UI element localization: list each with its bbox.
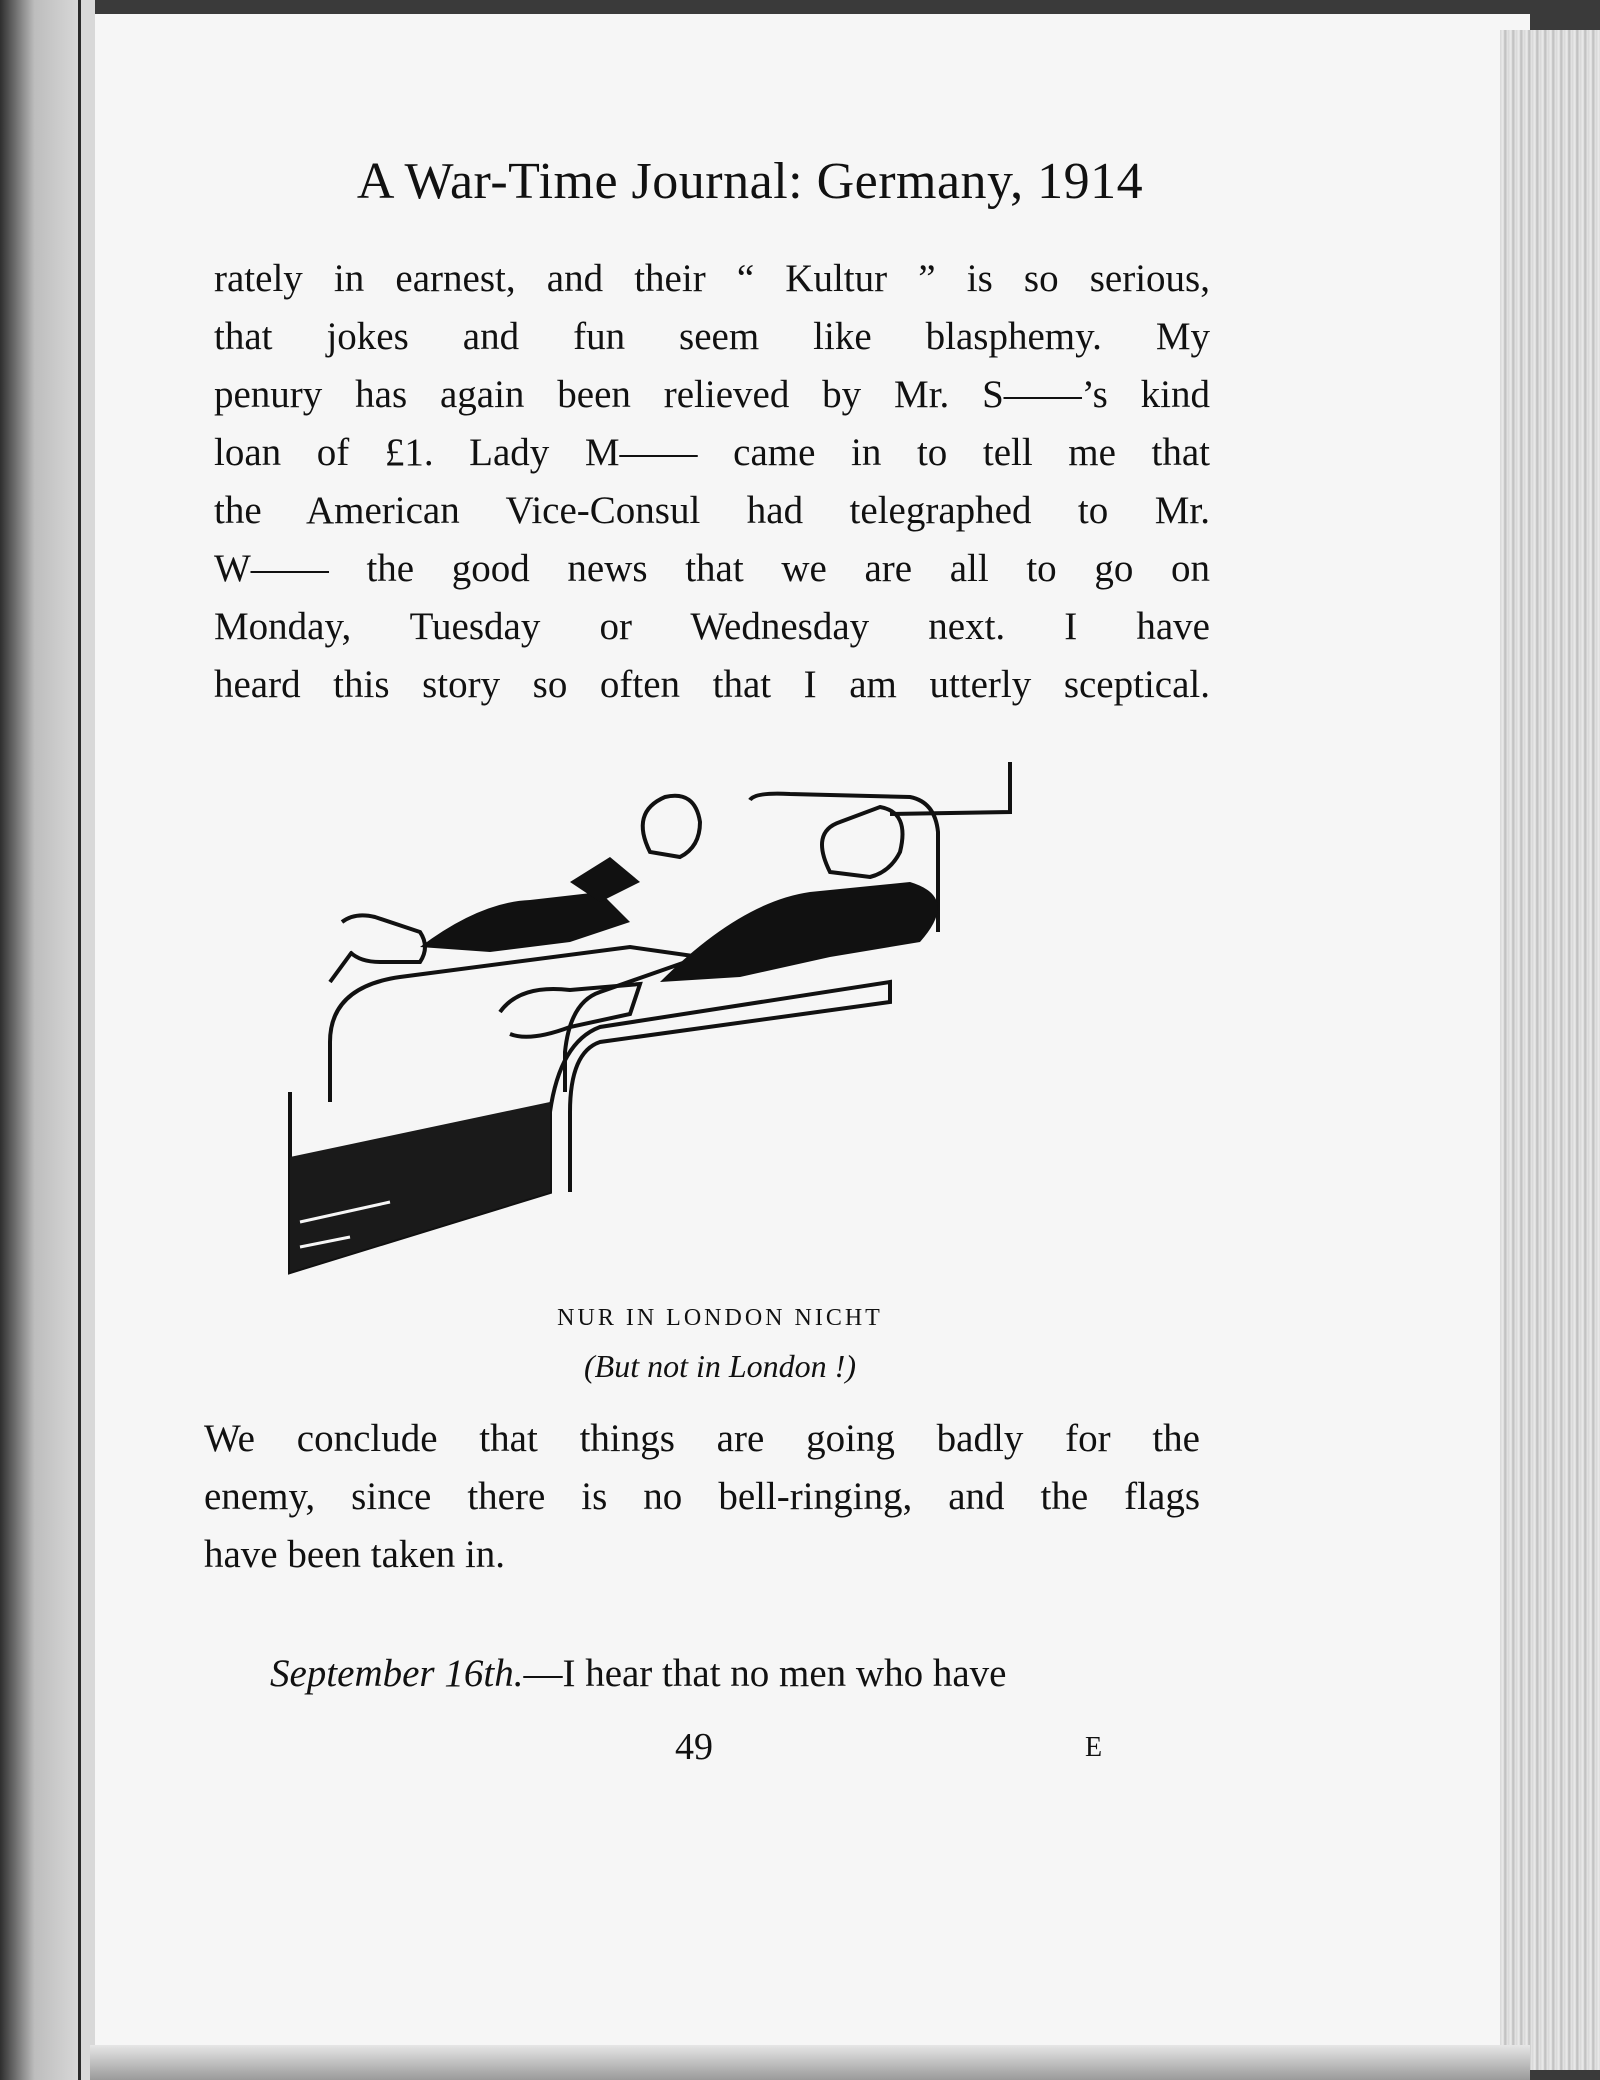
entry-line [270,1645,1200,1703]
figure-right-jacket [660,882,938,982]
page-number: 49 [675,1726,713,1768]
text-line: loan of £1. Lady M—— came in to tell me that [214,431,1210,474]
text-line: that jokes and fun seem like blasphemy. My [214,315,1210,358]
diary-entry [270,1645,1200,1703]
figure-right-head [822,807,903,877]
figure-hands [500,984,640,1037]
text-line: rately in earnest, and their “ Kultur ” is so serious, [214,257,1210,300]
paragraph-1 [214,250,1210,714]
text-line: have been taken in. [204,1533,506,1576]
page-bottom-edge [90,2045,1530,2080]
book-gutter [78,0,95,2080]
cartoon-illustration [270,752,1130,1292]
text-line: enemy, since there is no bell-ringing, and the flags [204,1475,1200,1518]
entry-date: September 16th. [270,1652,524,1695]
page-edges [1500,30,1600,2070]
caption-translation: (But not in London !) [584,1348,856,1384]
running-head: A War-Time Journal: Germany, 1914 [356,153,1144,210]
figure-left-hand [342,915,425,962]
sofa-base-dark [290,1102,550,1272]
text-line: penury has again been relieved by Mr. S——’s kind [214,373,1210,416]
pen-icon [330,952,352,982]
paragraph-2 [204,1410,1200,1584]
text-line: We conclude that things are going badly for the [204,1417,1200,1460]
previous-page-edge [0,0,86,2080]
text-line: heard this story so often that I am utterly sceptical. [214,663,1210,706]
caption-title: NUR IN LONDON NICHT [557,1305,883,1331]
signature-mark: E [1085,1732,1103,1763]
text-line: Monday, Tuesday or Wednesday next. I have [214,605,1210,648]
figure-left-head [643,796,700,857]
entry-text: —I hear that no men who have [523,1652,1007,1695]
text-line: W—— the good news that we are all to go on [214,547,1210,590]
text-line: the American Vice-Consul had telegraphed to Mr. [214,489,1210,532]
frame-line [890,762,1010,814]
